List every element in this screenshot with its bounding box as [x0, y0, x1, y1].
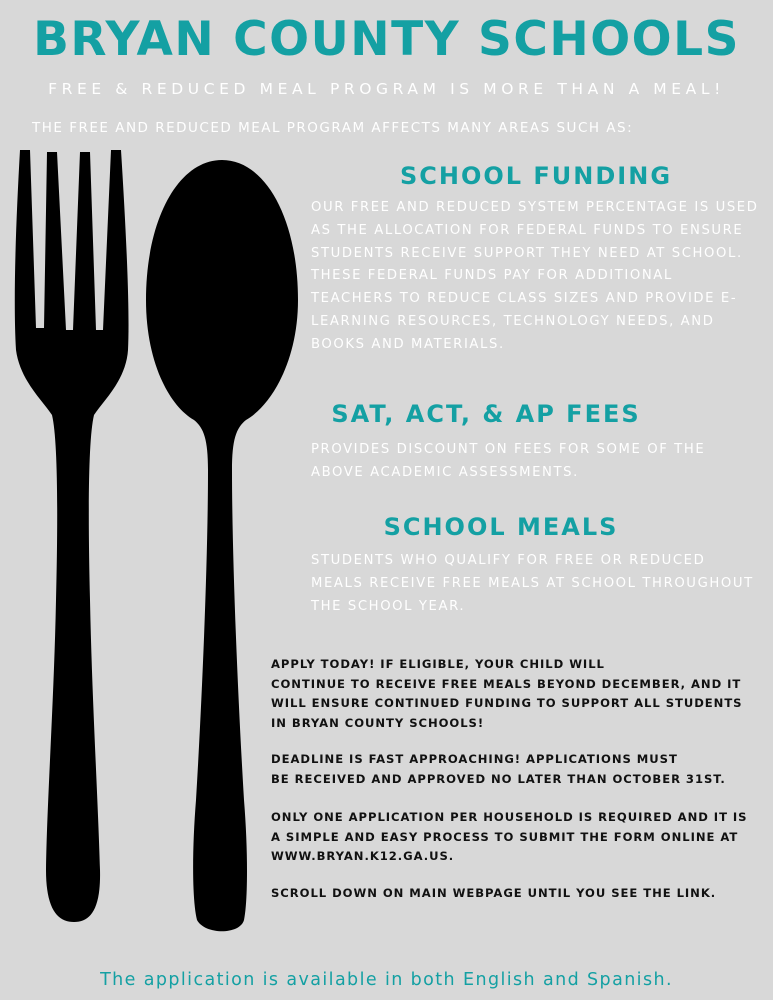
- footer-language-note: The application is available in both English and Spanish.: [100, 970, 673, 990]
- notice-apply-today: APPLY TODAY! IF ELIGIBLE, YOUR CHILD WILL CONTINUE TO RECEIVE FREE MEALS BEYOND DECEMBER, AND IT WILL ENSURE CONTINUED FUNDING TO SUPPORT ALL STUDENTS IN BRYAN COUNTY SCHOOLS!: [271, 657, 743, 730]
- utensils-illustration: [0, 0, 300, 1000]
- notice-deadline: DEADLINE IS FAST APPROACHING! APPLICATIONS MUST BE RECEIVED AND APPROVED NO LATER THAN OCTOBER 31ST.: [271, 752, 726, 786]
- section-body-test-fees: PROVIDES DISCOUNT ON FEES FOR SOME OF THE ABOVE ACADEMIC ASSESSMENTS.: [311, 442, 706, 480]
- page-title: BRYAN COUNTY SCHOOLS: [33, 12, 740, 67]
- page-subtitle: FREE & REDUCED MEAL PROGRAM IS MORE THAN A MEAL!: [48, 80, 725, 98]
- intro-text: THE FREE AND REDUCED MEAL PROGRAM AFFECTS MANY AREAS SUCH AS:: [32, 120, 634, 136]
- section-body-school-meals: STUDENTS WHO QUALIFY FOR FREE OR REDUCED MEALS RECEIVE FREE MEALS AT SCHOOL THROUGHOUT THE SCHOOL YEAR.: [311, 553, 754, 614]
- section-heading-test-fees: SAT, ACT, & AP FEES: [331, 400, 641, 428]
- notice-scroll-link: SCROLL DOWN ON MAIN WEBPAGE UNTIL YOU SEE THE LINK.: [271, 886, 717, 900]
- section-body-school-funding: OUR FREE AND REDUCED SYSTEM PERCENTAGE IS USED AS THE ALLOCATION FOR FEDERAL FUNDS TO ENSURE STUDENTS RECEIVE SUPPORT THEY NEED AT SCHOOL. THESE FEDERAL FUNDS PAY FOR ADDITIONAL TEACHERS TO REDUCE CLASS SIZES AND PROVIDE E-LEARNING RESOURCES, TECHNOLOGY NEEDS, AND BOOKS AND MATERIALS.: [311, 200, 759, 352]
- notice-one-application: ONLY ONE APPLICATION PER HOUSEHOLD IS REQUIRED AND IT IS A SIMPLE AND EASY PROCESS TO SUBMIT THE FORM ONLINE AT WWW.BRYAN.K12.GA.US.: [271, 810, 748, 863]
- fork-icon: [15, 150, 129, 922]
- section-heading-school-funding: SCHOOL FUNDING: [399, 162, 673, 190]
- section-heading-school-meals: SCHOOL MEALS: [383, 513, 619, 541]
